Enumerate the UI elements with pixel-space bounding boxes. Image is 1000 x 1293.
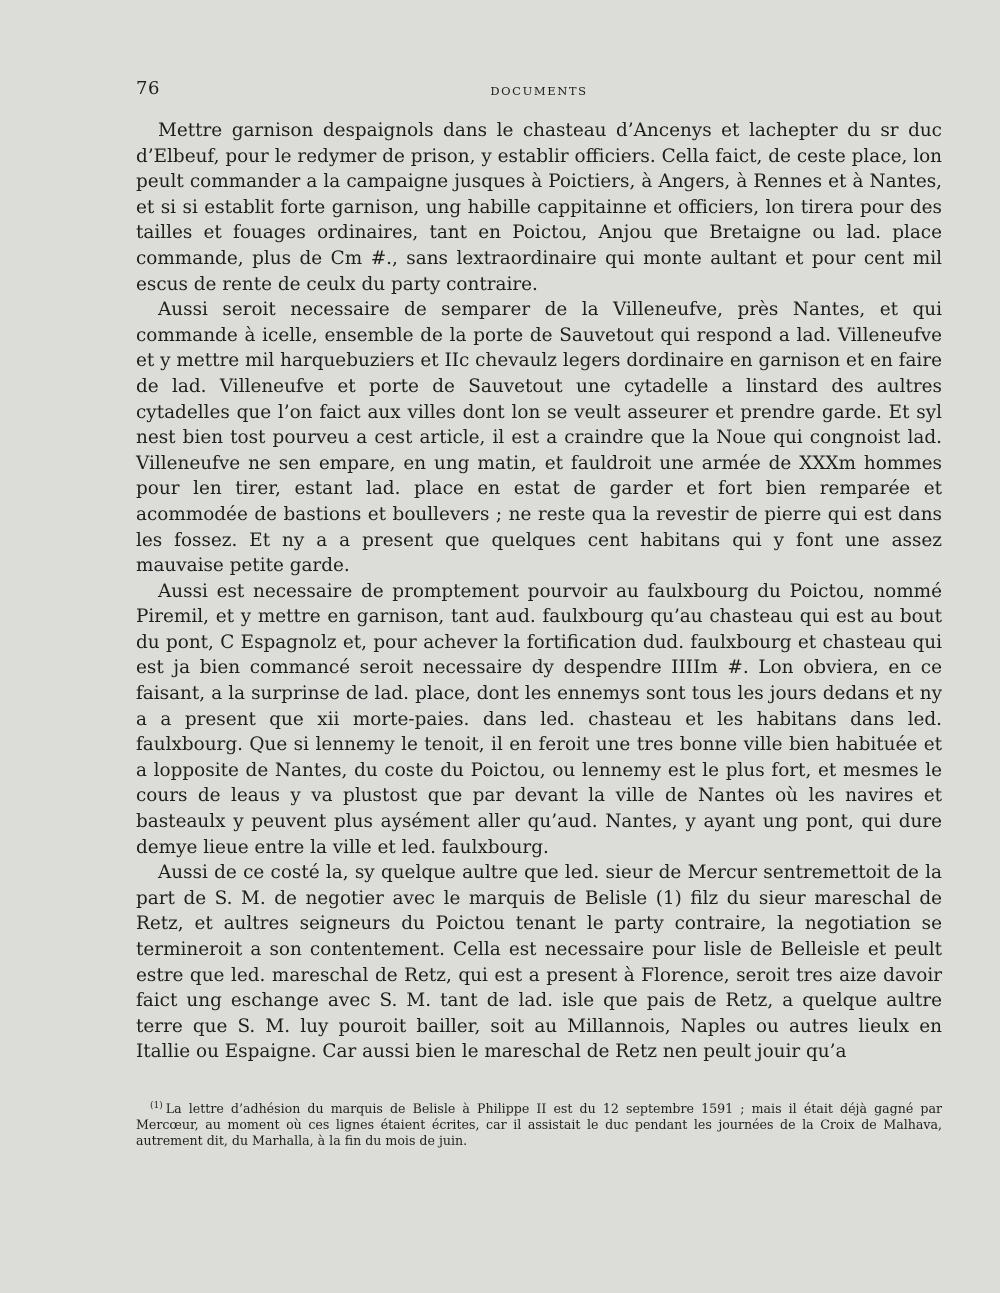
- footnote-text: La lettre d’adhésion du marquis de Belisle à Philippe II est du 12 septembre 1591 ; mais il était déjà gagné par Mercœur, au moment où ces lignes étaient écrites, car il assistait le duc pendant les journées de la Croix de Malhava, autrement dit, du Marhalla, à la fin du mois de juin.: [136, 1101, 942, 1149]
- paragraph: Aussi de ce costé la, sy quelque aultre que led. sieur de Mercur sentremettoit de la part de S. M. de negotier avec le marquis de Belisle (1) filz du sieur mareschal de Retz, et aultres seigneurs du Poictou tenant le party contraire, la negotiation se termineroit a son contentement. Cella est necessaire pour lisle de Belleisle et peult estre que led. mareschal de Retz, qui est a present à Florence, seroit tres aize davoir faict ung eschange avec S. M. tant de lad. isle que pais de Retz, a quelque aultre terre que S. M. luy pouroit bailler, soit au Millannois, Naples ou autres lieulx en Itallie ou Espaigne. Car aussi bien le mareschal de Retz nen peult jouir qu’a: [136, 862, 942, 1063]
- body-text: [136, 118, 942, 1065]
- running-head: DOCUMENTS: [490, 84, 588, 98]
- paragraph: Mettre garnison despaignols dans le chasteau d’Ancenys et lachepter du sr duc d’Elbeuf, pour le redymer de prison, y establir officiers. Cella faict, de ceste place, lon peult commander a la campaigne jusques à Poictiers, à Angers, à Rennes et à Nantes, et si si establit forte garnison, ung habille cappitainne et officiers, lon tirera pour des tailles et fouages ordinaires, tant en Poictou, Anjou que Bretaigne ou lad. place commande, plus de Cm #., sans lextraordinaire qui monte aultant et pour cent mil escus de rente de ceulx du party contraire.: [136, 120, 942, 295]
- page-header: [136, 78, 942, 102]
- paragraph: Aussi est necessaire de promptement pourvoir au faulxbourg du Poictou, nommé Piremil, et y mettre en garnison, tant aud. faulxbourg qu’au chasteau qui est au bout du pont, C Espagnolz et, pour achever la fortification dud. faulxbourg et chasteau qui est ja bien commancé seroit necessaire dy despendre IIIIm #. Lon obviera, en ce faisant, a la surprinse de lad. place, dont les ennemys sont tous les jours dedans et ny a a present que xii morte-paies. dans led. chasteau et les habitans dans led. faulxbourg. Que si lennemy le tenoit, il en feroit une tres bonne ville bien habituée et a lopposite de Nantes, du coste du Poictou, ou lennemy est le plus fort, et mesmes le cours de leaus y va plustost que par devant la ville de Nantes où les navires et basteaulx y peuvent plus aysément aller qu’aud. Nantes, y ayant ung pont, qui dure demye lieue entre la ville et led. faulxbourg.: [136, 580, 942, 858]
- footnote: [136, 1098, 942, 1149]
- footnote-marker: (1): [150, 1101, 163, 1111]
- paragraph: Aussi seroit necessaire de semparer de la Villeneufve, près Nantes, et qui commande à icelle, ensemble de la porte de Sauvetout qui respond a lad. Villeneufve et y mettre mil harquebuziers et IIc chevaulz legers dordinaire en garnison et en faire de lad. Villeneufve et porte de Sauvetout une cytadelle a linstard des aultres cytadelles que l’on faict aux villes dont lon se veult asseurer et prendre garde. Et syl nest bien tost pourveu a cest article, il est a craindre que la Noue qui congnoist lad. Villeneufve ne sen empare, en ung matin, et fauldroit une armée de XXXm hommes pour len tirer, estant lad. place en estat de garder et fort bien remparée et acommodée de bastions et boullevers ; ne reste qua la revestir de pierre qui est dans les fossez. Et ny a a present que quelques cent habitans qui y font une assez mauvaise petite garde.: [136, 299, 942, 577]
- page-number: 76: [136, 78, 160, 99]
